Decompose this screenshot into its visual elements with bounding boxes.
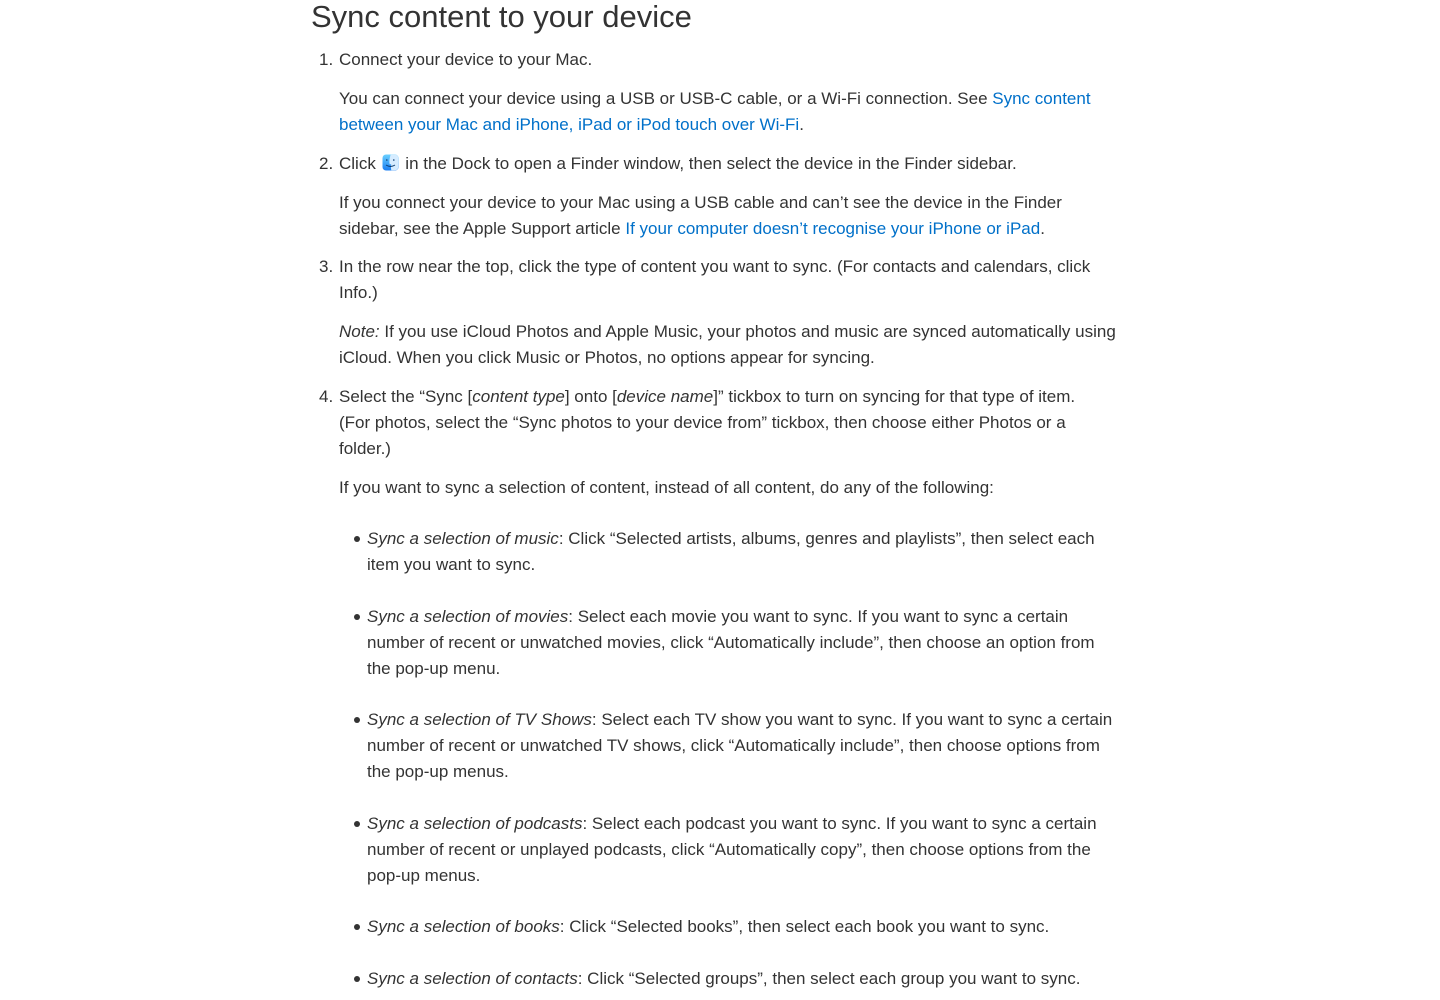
bullet-text: : Select each TV show you want to sync. If you want to sync a certain [591, 710, 1113, 729]
support-article-link[interactable]: If your computer doesn’t recognise your iPhone or iPad [625, 219, 1041, 238]
note-text: If you use iCloud Photos and Apple Music, your photos and music are synced automatically using [379, 322, 1116, 341]
step-number: 1. [319, 50, 334, 69]
bullet-item-movies [367, 604, 1068, 630]
bullet-label: Sync a selection of contacts [367, 969, 578, 988]
bullet-text: : Click “Selected artists, albums, genres and playlists”, then select each [558, 529, 1095, 548]
text-segment: ] onto [ [564, 387, 617, 406]
step-text-cont: Info.) [339, 283, 378, 302]
bullet-item-music [367, 526, 1095, 552]
bullet-text: : Select each movie you want to sync. If you want to sync a certain [568, 607, 1069, 626]
step-text-cont: folder.) [339, 439, 391, 458]
finder-icon [382, 154, 399, 171]
bullet-label: Sync a selection of movies [367, 607, 569, 626]
wifi-sync-link-cont[interactable]: between your Mac and iPhone, iPad or iPod touch over Wi-Fi [339, 115, 800, 134]
bullet-item-cont: item you want to sync. [367, 555, 536, 574]
bullet-item-books [367, 914, 1049, 940]
bullet-dot [354, 536, 360, 542]
bullet-item-cont: the pop-up menus. [367, 762, 509, 781]
step-text-cont: (For photos, select the “Sync photos to your device from” tickbox, then choose either Photos or a [339, 413, 1066, 432]
bullet-text: : Select each podcast you want to sync. If you want to sync a certain [582, 814, 1097, 833]
bullet-dot [354, 924, 360, 930]
bullet-item-cont: number of recent or unwatched movies, click “Automatically include”, then choose an option from [367, 633, 1095, 652]
bullet-item-podcasts [367, 811, 1097, 837]
bullet-label: Sync a selection of music [367, 529, 559, 548]
step-number: 3. [319, 257, 334, 276]
bullet-dot [354, 821, 360, 827]
note-label: Note: [339, 322, 380, 341]
page-title: Sync content to your device [311, 0, 692, 34]
step-detail-cont [339, 216, 1045, 242]
step-detail: If you connect your device to your Mac using a USB cable and can’t see the device in the Finder [339, 193, 1062, 212]
bullet-label: Sync a selection of TV Shows [367, 710, 592, 729]
bullet-item-cont: number of recent or unplayed podcasts, click “Automatically copy”, then choose options from the [367, 840, 1091, 859]
bullet-label: Sync a selection of books [367, 917, 560, 936]
note [339, 319, 1116, 345]
detail-text: sidebar, see the Apple Support article [339, 219, 626, 238]
step-detail-cont [339, 112, 804, 138]
bullet-label: Sync a selection of podcasts [367, 814, 583, 833]
note-cont: iCloud. When you click Music or Photos, no options appear for syncing. [339, 348, 875, 367]
step-text: Connect your device to your Mac. [339, 50, 593, 69]
step-text [339, 384, 1075, 410]
text-segment: ]” tickbox to turn on syncing for that type of item. [713, 387, 1076, 406]
bullet-item-tv-shows [367, 707, 1112, 733]
placeholder-content-type: content type [472, 387, 565, 406]
bullet-item-cont: the pop-up menu. [367, 659, 501, 678]
text-segment: Select the “Sync [ [339, 387, 473, 406]
detail-text: You can connect your device using a USB or USB-C cable, or a Wi-Fi connection. See [339, 89, 993, 108]
placeholder-device-name: device name [616, 387, 714, 406]
step-text [339, 151, 1017, 177]
step-number: 2. [319, 154, 334, 173]
bullet-text: : Click “Selected books”, then select each book you want to sync. [559, 917, 1050, 936]
bullet-item-cont: pop-up menus. [367, 866, 481, 885]
period: . [1040, 219, 1045, 238]
bullet-text: : Click “Selected groups”, then select each group you want to sync. [577, 969, 1081, 988]
bullet-item-contacts [367, 966, 1080, 992]
step-text: In the row near the top, click the type of content you want to sync. (For contacts and calendars, click [339, 257, 1091, 276]
text-pre: Click [339, 154, 381, 173]
step-detail [339, 86, 1091, 112]
bullet-dot [354, 717, 360, 723]
period: . [799, 115, 804, 134]
bullet-item-cont: number of recent or unwatched TV shows, click “Automatically include”, then choose options from [367, 736, 1100, 755]
step-intro: If you want to sync a selection of content, instead of all content, do any of the following: [339, 478, 994, 497]
text-post: in the Dock to open a Finder window, then select the device in the Finder sidebar. [400, 154, 1017, 173]
step-number: 4. [319, 387, 334, 406]
bullet-dot [354, 614, 360, 620]
bullet-dot [354, 976, 360, 982]
wifi-sync-link[interactable]: Sync content [992, 89, 1091, 108]
